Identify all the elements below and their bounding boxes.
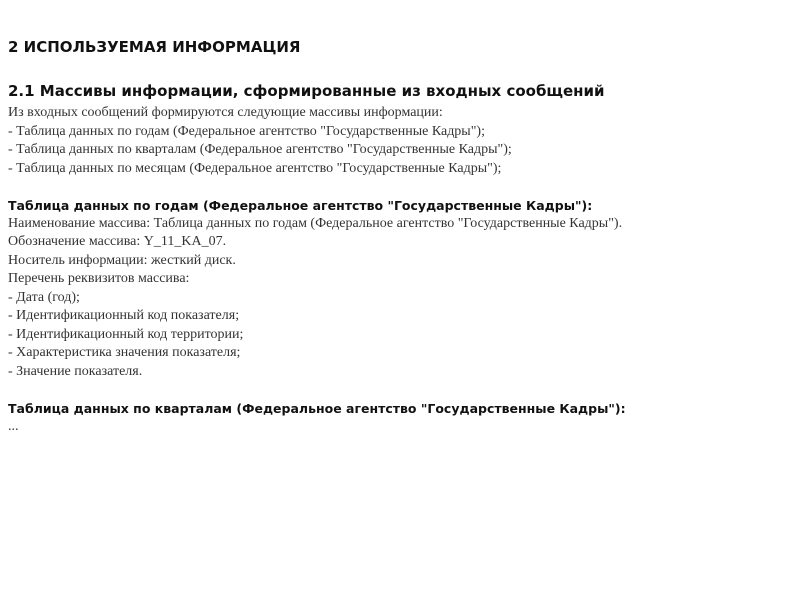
document-page (8, 38, 788, 436)
array-yearly-block (8, 197, 788, 382)
array-yearly-heading: Таблица данных по годам (Федеральное агентство "Государственные Кадры"): (8, 197, 593, 213)
array-field-item: - Идентификационный код территории; (8, 326, 244, 342)
array-field-item: - Значение показателя. (8, 363, 143, 379)
intro-list-item: - Таблица данных по кварталам (Федеральное агентство "Государственные Кадры"); (8, 142, 512, 157)
array-quarterly-block (8, 400, 788, 437)
intro-line: Из входных сообщений формируются следующие массивы информации: (8, 105, 443, 120)
array-fields-heading: Перечень реквизитов массива: (8, 271, 190, 286)
intro-block (8, 104, 788, 178)
array-field-item: - Дата (год); (8, 289, 80, 305)
array-field-item: - Идентификационный код показателя; (8, 308, 240, 323)
array-field-item: - Характеристика значения показателя; (8, 345, 241, 360)
intro-list-item: - Таблица данных по месяцам (Федеральное агентство "Государственные Кадры"); (8, 160, 502, 176)
array-code-line: Обозначение массива: Y_11_KA_07. (8, 234, 227, 249)
spacer (8, 178, 788, 197)
intro-list-item: - Таблица данных по годам (Федеральное агентство "Государственные Кадры"); (8, 123, 485, 139)
subsection-title: 2.1 Массивы информации, сформированные из входных сообщений (8, 82, 605, 100)
spacer (8, 381, 788, 400)
array-medium-line: Носитель информации: жесткий диск. (8, 252, 236, 268)
section-title: 2 ИСПОЛЬЗУЕМАЯ ИНФОРМАЦИЯ (8, 38, 301, 56)
ellipsis-line: ... (8, 418, 19, 434)
array-quarterly-heading: Таблица данных по кварталам (Федеральное агентство "Государственные Кадры"): (8, 400, 626, 416)
array-name-line: Наименование массива: Таблица данных по годам (Федеральное агентство "Государственные Кадры"). (8, 215, 623, 231)
